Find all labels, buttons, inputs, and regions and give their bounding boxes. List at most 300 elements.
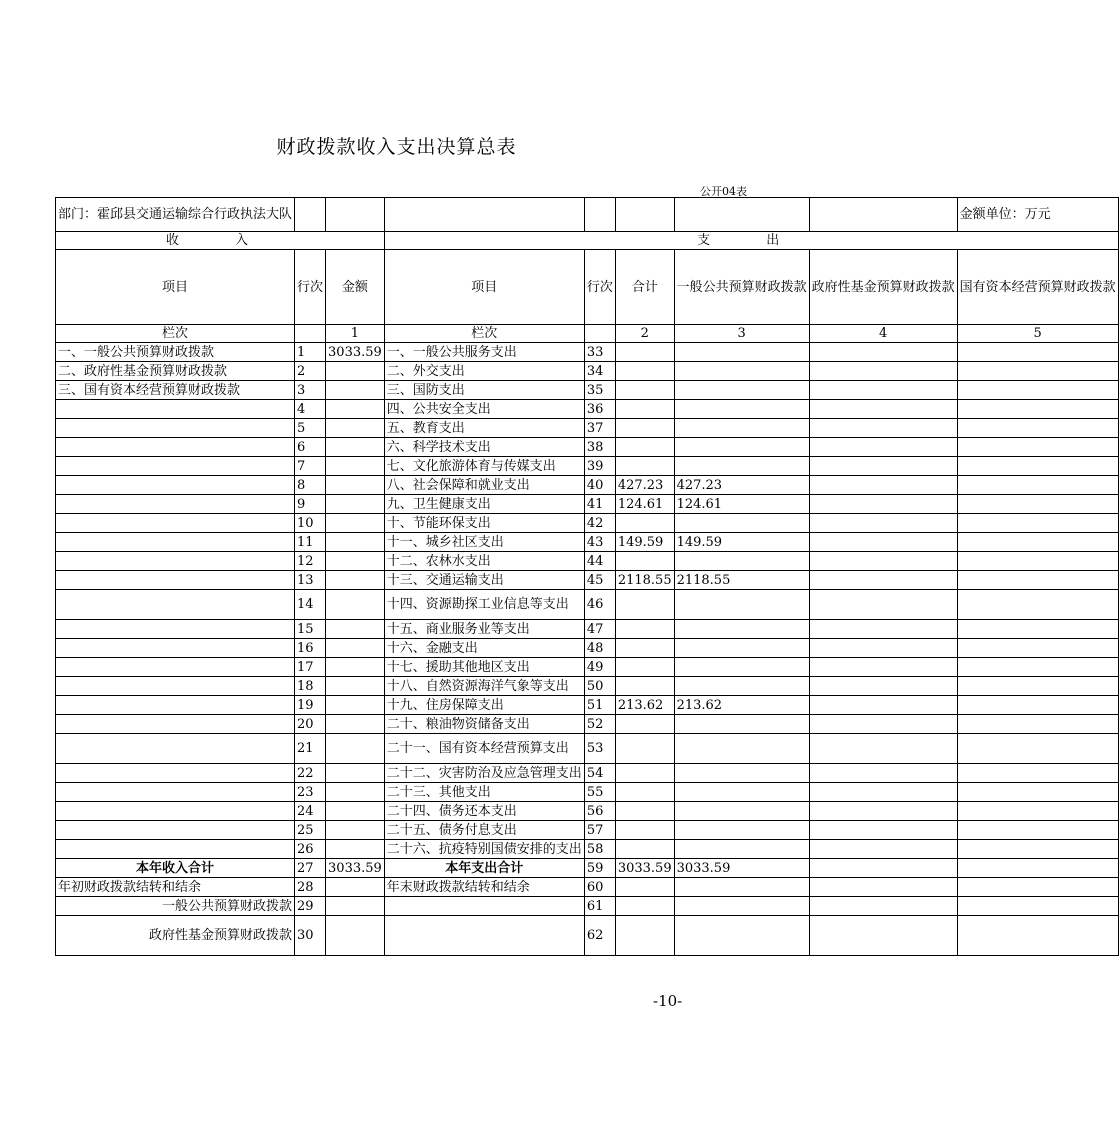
carry-row [56, 916, 1119, 956]
expense-item: 二十四、债务还本支出 [384, 802, 584, 821]
expense-general-budget [674, 620, 809, 639]
income-line-number: 1 [295, 343, 326, 362]
expense-general-budget [674, 734, 809, 764]
expense-line-number: 35 [584, 381, 615, 400]
expense-state-capital [957, 715, 1118, 734]
expense-total [615, 620, 674, 639]
income-amount [326, 400, 385, 419]
table-row [56, 419, 1119, 438]
income-amount [326, 362, 385, 381]
income-line-number: 14 [295, 590, 326, 620]
income-amount [326, 476, 385, 495]
expense-line-number: 60 [584, 878, 615, 897]
income-total-amount: 3033.59 [326, 859, 385, 878]
column-index-1: 1 [326, 325, 385, 343]
expense-fund-budget [809, 571, 957, 590]
table-row [56, 400, 1119, 419]
income-item [56, 620, 295, 639]
expense-state-capital [957, 419, 1118, 438]
expense-line-number: 38 [584, 438, 615, 457]
expense-item: 二十、粮油物资储备支出 [384, 715, 584, 734]
expense-total: 3033.59 [615, 859, 674, 878]
income-item [56, 552, 295, 571]
income-item: 二、政府性基金预算财政拨款 [56, 362, 295, 381]
expense-general-budget [674, 715, 809, 734]
column-index-label: 栏次 [56, 325, 295, 343]
column-index-4: 4 [809, 325, 957, 343]
expense-value [615, 897, 674, 916]
income-line-number: 23 [295, 783, 326, 802]
income-item [56, 783, 295, 802]
expense-item: 十一、城乡社区支出 [384, 533, 584, 552]
income-item [56, 400, 295, 419]
expense-total [615, 802, 674, 821]
expense-fund-budget [809, 495, 957, 514]
income-item [56, 696, 295, 715]
expense-line-number: 53 [584, 734, 615, 764]
income-amount [326, 495, 385, 514]
expense-item: 二十六、抗疫特别国债安排的支出 [384, 840, 584, 859]
income-item: 一、一般公共预算财政拨款 [56, 343, 295, 362]
expense-state-capital [957, 859, 1118, 878]
income-line-number: 15 [295, 620, 326, 639]
expense-line-number: 54 [584, 764, 615, 783]
income-amount [326, 639, 385, 658]
carry-row [56, 878, 1119, 897]
expense-fund-budget [809, 533, 957, 552]
expense-general-budget [674, 639, 809, 658]
income-row-header: 行次 [295, 250, 326, 325]
expense-total-label: 本年支出合计 [384, 859, 584, 878]
table-row [56, 590, 1119, 620]
income-total-label: 本年收入合计 [56, 859, 295, 878]
page-title: 财政拨款收入支出决算总表 [276, 136, 517, 158]
expense-fund-budget [809, 783, 957, 802]
expense-state-capital [957, 400, 1118, 419]
carry-row [56, 897, 1119, 916]
expense-state-capital [957, 764, 1118, 783]
income-item [56, 658, 295, 677]
expense-state-capital [957, 677, 1118, 696]
table-row [56, 476, 1119, 495]
expense-state-capital [957, 571, 1118, 590]
expense-fund-budget [809, 438, 957, 457]
expense-fund-budget [809, 696, 957, 715]
expense-item: 十九、住房保障支出 [384, 696, 584, 715]
state-capital-header: 国有资本经营预算财政拨款 [957, 250, 1118, 325]
expense-total [615, 658, 674, 677]
expense-state-capital [957, 590, 1118, 620]
table-row [56, 343, 1119, 362]
income-amount [326, 552, 385, 571]
expense-fund-budget [809, 419, 957, 438]
expense-line-number: 61 [584, 897, 615, 916]
income-line-number: 8 [295, 476, 326, 495]
table-row [56, 362, 1119, 381]
income-line-number: 19 [295, 696, 326, 715]
expense-value [957, 916, 1118, 956]
expense-total [615, 400, 674, 419]
expense-line-number: 48 [584, 639, 615, 658]
expense-line-number: 52 [584, 715, 615, 734]
income-item [56, 438, 295, 457]
table-row [56, 802, 1119, 821]
income-line-number: 9 [295, 495, 326, 514]
expense-general-budget [674, 438, 809, 457]
income-amount [326, 457, 385, 476]
expense-line-number: 50 [584, 677, 615, 696]
expense-item: 十三、交通运输支出 [384, 571, 584, 590]
income-amount: 3033.59 [326, 343, 385, 362]
expense-line-number: 40 [584, 476, 615, 495]
expense-line-number: 62 [584, 916, 615, 956]
expense-item: 十二、农林水支出 [384, 552, 584, 571]
expense-fund-budget [809, 840, 957, 859]
table-row [56, 764, 1119, 783]
expense-item: 二十五、债务付息支出 [384, 821, 584, 840]
expense-line-number: 42 [584, 514, 615, 533]
total-header: 合计 [615, 250, 674, 325]
expense-item: 八、社会保障和就业支出 [384, 476, 584, 495]
expense-row-header: 行次 [584, 250, 615, 325]
expense-fund-budget [809, 821, 957, 840]
totals-row [56, 859, 1119, 878]
fund-budget-header: 政府性基金预算财政拨款 [809, 250, 957, 325]
income-section-header: 收 入 [56, 232, 385, 250]
expense-state-capital [957, 802, 1118, 821]
expense-value [957, 878, 1118, 897]
expense-item: 九、卫生健康支出 [384, 495, 584, 514]
expense-total [615, 590, 674, 620]
expense-fund-budget [809, 859, 957, 878]
expense-line-number: 37 [584, 419, 615, 438]
income-line-number: 10 [295, 514, 326, 533]
expense-item-header: 项目 [384, 250, 584, 325]
expense-section-header: 支 出 [384, 232, 1118, 250]
expense-state-capital [957, 343, 1118, 362]
expense-general-budget [674, 343, 809, 362]
column-index-5: 5 [957, 325, 1118, 343]
expense-general-budget [674, 677, 809, 696]
expense-general-budget [674, 590, 809, 620]
table-row [56, 821, 1119, 840]
expense-total [615, 677, 674, 696]
unit-cell: 金额单位：万元 [957, 198, 1118, 232]
expense-total: 213.62 [615, 696, 674, 715]
expense-state-capital [957, 552, 1118, 571]
expense-total: 124.61 [615, 495, 674, 514]
income-line-number: 30 [295, 916, 326, 956]
expense-state-capital [957, 533, 1118, 552]
expense-fund-budget [809, 639, 957, 658]
expense-state-capital [957, 457, 1118, 476]
income-item [56, 419, 295, 438]
appropriation-table [55, 197, 1119, 956]
expense-value [674, 897, 809, 916]
income-amount [326, 658, 385, 677]
expense-value [957, 897, 1118, 916]
expense-line-number: 41 [584, 495, 615, 514]
income-amount [326, 419, 385, 438]
expense-fund-budget [809, 381, 957, 400]
amount-header: 金额 [326, 250, 385, 325]
expense-fund-budget [809, 552, 957, 571]
table-row [56, 620, 1119, 639]
expense-fund-budget [809, 734, 957, 764]
expense-total [615, 639, 674, 658]
expense-general-budget [674, 400, 809, 419]
table-row [56, 715, 1119, 734]
income-amount [326, 438, 385, 457]
expense-general-budget [674, 802, 809, 821]
department-cell: 部门：霍邱县交通运输综合行政执法大队 [56, 198, 295, 232]
column-index-3: 3 [674, 325, 809, 343]
expense-line-number: 46 [584, 590, 615, 620]
expense-value [674, 916, 809, 956]
expense-total [615, 438, 674, 457]
expense-state-capital [957, 620, 1118, 639]
expense-general-budget [674, 514, 809, 533]
table-row [56, 571, 1119, 590]
income-line-number: 18 [295, 677, 326, 696]
income-line-number: 25 [295, 821, 326, 840]
expense-state-capital [957, 821, 1118, 840]
expense-value [809, 897, 957, 916]
expense-state-capital [957, 840, 1118, 859]
table-row [56, 533, 1119, 552]
income-line-number: 28 [295, 878, 326, 897]
form-number: 公开04表 [700, 185, 747, 198]
expense-line-number: 44 [584, 552, 615, 571]
income-amount [326, 514, 385, 533]
expense-total [615, 419, 674, 438]
income-item [56, 821, 295, 840]
expense-state-capital [957, 658, 1118, 677]
expense-line-number: 57 [584, 821, 615, 840]
expense-item: 三、国防支出 [384, 381, 584, 400]
expense-fund-budget [809, 514, 957, 533]
expense-fund-budget [809, 590, 957, 620]
income-amount [326, 571, 385, 590]
income-item: 年初财政拨款结转和结余 [56, 878, 295, 897]
expense-general-budget [674, 419, 809, 438]
general-budget-header: 一般公共预算财政拨款 [674, 250, 809, 325]
expense-total [615, 381, 674, 400]
expense-line-number: 55 [584, 783, 615, 802]
income-line-number: 29 [295, 897, 326, 916]
expense-state-capital [957, 639, 1118, 658]
expense-line-number: 58 [584, 840, 615, 859]
expense-fund-budget [809, 400, 957, 419]
income-line-number: 11 [295, 533, 326, 552]
table-row [56, 696, 1119, 715]
table-row [56, 457, 1119, 476]
expense-item: 十七、援助其他地区支出 [384, 658, 584, 677]
expense-state-capital [957, 476, 1118, 495]
income-item [56, 677, 295, 696]
expense-value [809, 878, 957, 897]
income-line-number: 12 [295, 552, 326, 571]
income-line-number: 7 [295, 457, 326, 476]
income-amount [326, 764, 385, 783]
income-line-number: 3 [295, 381, 326, 400]
income-amount [326, 696, 385, 715]
expense-item [384, 916, 584, 956]
expense-item: 十八、自然资源海洋气象等支出 [384, 677, 584, 696]
expense-total: 427.23 [615, 476, 674, 495]
table-row [56, 658, 1119, 677]
expense-total [615, 362, 674, 381]
expense-total [615, 552, 674, 571]
income-item [56, 457, 295, 476]
expense-line-number: 43 [584, 533, 615, 552]
expense-fund-budget [809, 802, 957, 821]
income-amount [326, 715, 385, 734]
table-row [56, 438, 1119, 457]
expense-total [615, 821, 674, 840]
expense-line-number: 59 [584, 859, 615, 878]
table-row [56, 552, 1119, 571]
expense-value [674, 878, 809, 897]
expense-item: 二、外交支出 [384, 362, 584, 381]
income-amount [326, 897, 385, 916]
page-number: -10- [653, 992, 683, 1010]
income-item [56, 476, 295, 495]
expense-general-budget [674, 381, 809, 400]
expense-line-number: 45 [584, 571, 615, 590]
table-row [56, 639, 1119, 658]
expense-item: 二十二、灾害防治及应急管理支出 [384, 764, 584, 783]
expense-fund-budget [809, 658, 957, 677]
expense-general-budget [674, 658, 809, 677]
expense-total: 2118.55 [615, 571, 674, 590]
table-row [56, 734, 1119, 764]
table-row [56, 840, 1119, 859]
expense-fund-budget [809, 457, 957, 476]
expense-state-capital [957, 381, 1118, 400]
expense-item: 十四、资源勘探工业信息等支出 [384, 590, 584, 620]
income-line-number: 22 [295, 764, 326, 783]
income-item [56, 514, 295, 533]
income-amount [326, 677, 385, 696]
expense-state-capital [957, 783, 1118, 802]
income-item: 三、国有资本经营预算财政拨款 [56, 381, 295, 400]
expense-general-budget [674, 552, 809, 571]
expense-item: 六、科学技术支出 [384, 438, 584, 457]
expense-fund-budget [809, 715, 957, 734]
expense-general-budget: 213.62 [674, 696, 809, 715]
expense-value [615, 878, 674, 897]
income-line-number: 24 [295, 802, 326, 821]
income-item [56, 840, 295, 859]
income-line-number: 16 [295, 639, 326, 658]
income-amount [326, 783, 385, 802]
table-row [56, 514, 1119, 533]
expense-item: 七、文化旅游体育与传媒支出 [384, 457, 584, 476]
expense-line-number: 51 [584, 696, 615, 715]
table-row [56, 381, 1119, 400]
expense-line-number: 36 [584, 400, 615, 419]
income-item-header: 项目 [56, 250, 295, 325]
expense-total [615, 343, 674, 362]
expense-item [384, 897, 584, 916]
income-line-number: 27 [295, 859, 326, 878]
income-line-number: 6 [295, 438, 326, 457]
expense-general-budget: 427.23 [674, 476, 809, 495]
expense-item: 十五、商业服务业等支出 [384, 620, 584, 639]
income-line-number: 20 [295, 715, 326, 734]
expense-item: 年末财政拨款结转和结余 [384, 878, 584, 897]
expense-line-number: 33 [584, 343, 615, 362]
expense-value [809, 916, 957, 956]
expense-item: 一、一般公共服务支出 [384, 343, 584, 362]
income-item [56, 764, 295, 783]
income-item [56, 590, 295, 620]
expense-general-budget [674, 362, 809, 381]
expense-state-capital [957, 495, 1118, 514]
expense-general-budget: 149.59 [674, 533, 809, 552]
expense-total [615, 764, 674, 783]
expense-fund-budget [809, 343, 957, 362]
income-item [56, 802, 295, 821]
expense-fund-budget [809, 476, 957, 495]
income-line-number: 13 [295, 571, 326, 590]
income-line-number: 26 [295, 840, 326, 859]
income-item: 政府性基金预算财政拨款 [56, 916, 295, 956]
income-amount [326, 878, 385, 897]
expense-line-number: 49 [584, 658, 615, 677]
income-item [56, 495, 295, 514]
expense-general-budget: 2118.55 [674, 571, 809, 590]
expense-fund-budget [809, 677, 957, 696]
income-amount [326, 802, 385, 821]
income-line-number: 5 [295, 419, 326, 438]
expense-general-budget [674, 821, 809, 840]
expense-total [615, 840, 674, 859]
expense-total [615, 514, 674, 533]
income-amount [326, 381, 385, 400]
income-amount [326, 590, 385, 620]
expense-fund-budget [809, 362, 957, 381]
expense-line-number: 34 [584, 362, 615, 381]
expense-value [615, 916, 674, 956]
expense-general-budget [674, 783, 809, 802]
income-amount [326, 533, 385, 552]
expense-total [615, 715, 674, 734]
income-item [56, 639, 295, 658]
income-line-number: 21 [295, 734, 326, 764]
expense-state-capital [957, 438, 1118, 457]
expense-fund-budget [809, 764, 957, 783]
income-item [56, 715, 295, 734]
table-row [56, 495, 1119, 514]
expense-item: 十六、金融支出 [384, 639, 584, 658]
income-item [56, 734, 295, 764]
expense-item: 十、节能环保支出 [384, 514, 584, 533]
income-line-number: 17 [295, 658, 326, 677]
expense-item: 五、教育支出 [384, 419, 584, 438]
income-amount [326, 821, 385, 840]
income-amount [326, 916, 385, 956]
expense-line-number: 56 [584, 802, 615, 821]
income-line-number: 4 [295, 400, 326, 419]
expense-item: 四、公共安全支出 [384, 400, 584, 419]
expense-general-budget: 124.61 [674, 495, 809, 514]
expense-total [615, 457, 674, 476]
expense-total [615, 783, 674, 802]
income-item [56, 571, 295, 590]
income-amount [326, 620, 385, 639]
